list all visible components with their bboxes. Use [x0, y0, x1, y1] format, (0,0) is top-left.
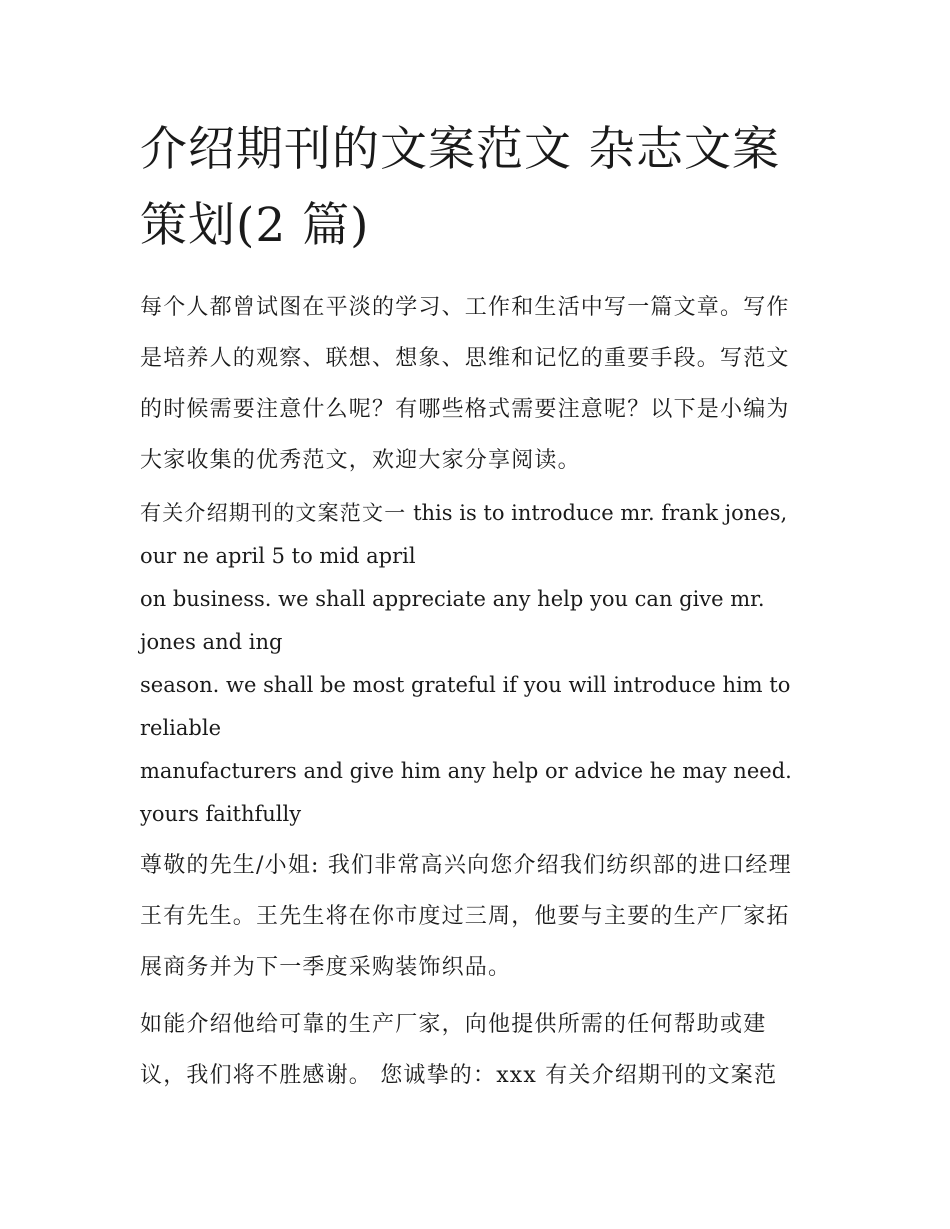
chinese-letter-paragraph: 尊敬的先生/小姐: 我们非常高兴向您介绍我们纺织部的进口经理王有先生。王先生将在你市度过三周，他要与主要的生产厂家拓展商务并为下一季度采购装饰织品。 — [140, 853, 792, 980]
english-line: on business. we shall appreciate any help you can give mr. jones and ing — [140, 587, 765, 654]
english-line: this is to introduce mr. frank jones, our ne april 5 to mid april — [140, 501, 788, 568]
chinese-letter-closing: 如能介绍他给可靠的生产厂家，向他提供所需的任何帮助或建议，我们将不胜感谢。 您诚挚的：xxx 有关介绍期刊的文案范 — [140, 1012, 778, 1088]
document-body — [140, 112, 812, 1107]
document-title: 介绍期刊的文案范文 杂志文案策划(2 篇) — [140, 122, 780, 253]
english-line: manufacturers and give him any help or advice he may need. yours faithfully — [140, 759, 792, 826]
english-letter-paragraph — [140, 492, 812, 836]
english-line: season. we shall be most grateful if you will introduce him to reliable — [140, 673, 791, 740]
intro-paragraph: 每个人都曾试图在平淡的学习、工作和生活中写一篇文章。写作是培养人的观察、联想、想象、思维和记忆的重要手段。写范文的时候需要注意什么呢？有哪些格式需要注意呢？以下是小编为大家收集的优秀范文，欢迎大家分享阅读。 — [140, 295, 790, 473]
sample-heading: 有关介绍期刊的文案范文一 — [140, 501, 407, 525]
